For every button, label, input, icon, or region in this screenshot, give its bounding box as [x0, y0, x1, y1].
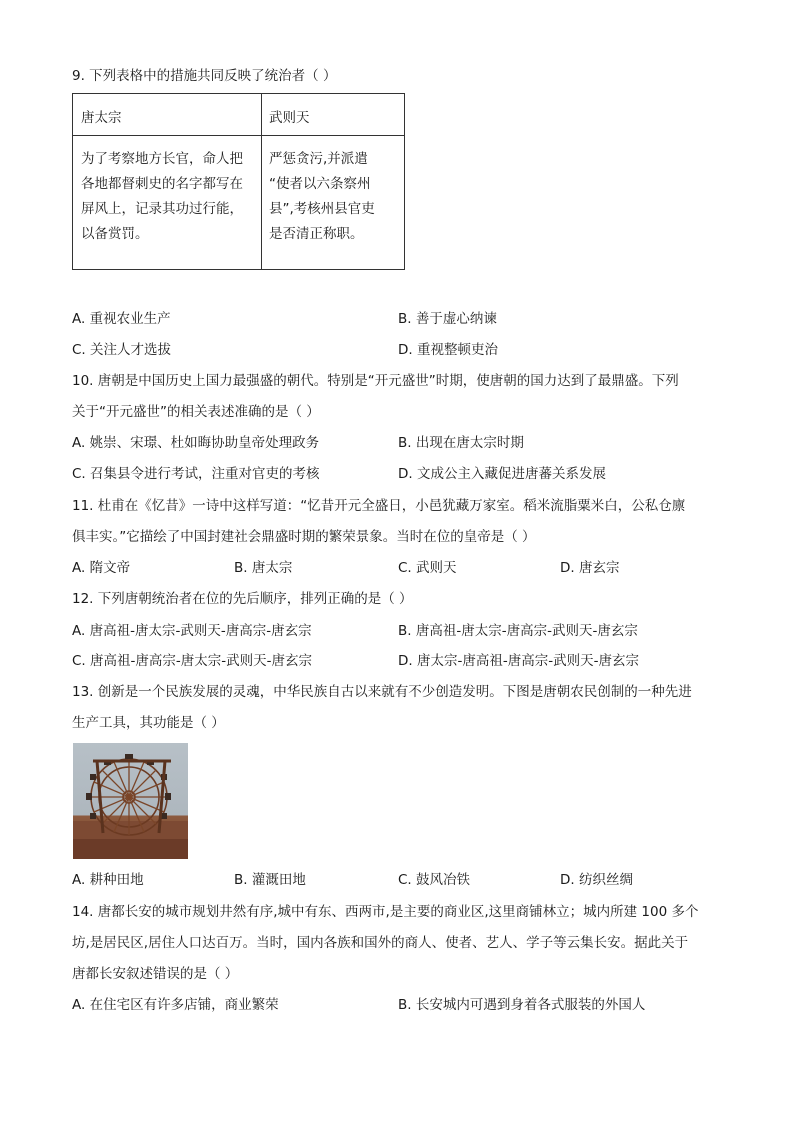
q11-option-c: C. 武则天 [398, 560, 457, 576]
table-header-wuzetian: 武则天 [269, 110, 310, 126]
q12-option-c: C. 唐高祖-唐高宗-唐太宗-武则天-唐玄宗 [72, 653, 312, 669]
table-header-taizong: 唐太宗 [81, 110, 122, 126]
q10-stem-line2: 关于“开元盛世”的相关表述准确的是（ ） [72, 404, 320, 420]
q13-option-c: C. 鼓风冶铁 [398, 872, 471, 888]
q14-stem-line3: 唐都长安叙述错误的是（ ） [72, 966, 239, 982]
q11-option-b: B. 唐太宗 [234, 560, 293, 576]
q10-option-b: B. 出现在唐太宗时期 [398, 435, 524, 451]
q11-option-d: D. 唐玄宗 [560, 560, 620, 576]
q9-option-d: D. 重视整顿吏治 [398, 342, 498, 358]
q14-stem-line2: 坊,是居民区,居住人口达百万。当时，国内各族和国外的商人、使者、艺人、学子等云集长安。据此关于 [72, 935, 689, 951]
q12-option-b: B. 唐高祖-唐太宗-唐高宗-武则天-唐玄宗 [398, 623, 638, 639]
q12-option-a: A. 唐高祖-唐太宗-武则天-唐高宗-唐玄宗 [72, 623, 312, 639]
q9-stem: 9. 下列表格中的措施共同反映了统治者（ ） [72, 68, 337, 84]
q13-stem-line2: 生产工具，其功能是（ ） [72, 715, 225, 731]
table-cell-wuzetian: 严惩贪污,并派遣 “使者以六条察州 县”,考核州县官吏 是否清正称职。 [269, 151, 375, 242]
q11-option-a: A. 隋文帝 [72, 560, 131, 576]
q12-stem: 12. 下列唐朝统治者在位的先后顺序，排列正确的是（ ） [72, 591, 413, 607]
waterwheel-photo [73, 743, 188, 859]
q12-option-d: D. 唐太宗-唐高祖-唐高宗-武则天-唐玄宗 [398, 653, 639, 669]
q10-option-a: A. 姚崇、宋璟、杜如晦协助皇帝处理政务 [72, 435, 320, 451]
q10-stem-line1: 10. 唐朝是中国历史上国力最强盛的朝代。特别是“开元盛世”时期，使唐朝的国力达到了最鼎盛。下列 [72, 373, 679, 389]
waterwheel-image [73, 743, 188, 859]
q13-option-b: B. 灌溉田地 [234, 872, 306, 888]
q9-option-c: C. 关注人才选拔 [72, 342, 172, 358]
q13-option-d: D. 纺织丝绸 [560, 872, 633, 888]
q13-stem-line1: 13. 创新是一个民族发展的灵魂，中华民族自古以来就有不少创造发明。下图是唐朝农民创制的一种先进 [72, 684, 692, 700]
q11-stem-line2: 俱丰实。”它描绘了中国封建社会鼎盛时期的繁荣景象。当时在位的皇帝是（ ） [72, 529, 536, 545]
q14-option-a: A. 在住宅区有许多店铺，商业繁荣 [72, 997, 279, 1013]
q9-option-a: A. 重视农业生产 [72, 311, 171, 327]
q14-stem-line1: 14. 唐都长安的城市规划井然有序,城中有东、西两市,是主要的商业区,这里商铺林立；城内所建 100 多个 [72, 904, 699, 920]
q14-option-b: B. 长安城内可遇到身着各式服装的外国人 [398, 997, 646, 1013]
q9-table [72, 93, 405, 270]
table-cell-taizong: 为了考察地方长官，命人把 各地都督刺史的名字都写在 屏风上，记录其功过行能， 以备赏罚。 [81, 151, 243, 242]
q10-option-d: D. 文成公主入藏促进唐蕃关系发展 [398, 466, 606, 482]
q10-option-c: C. 召集县令进行考试，注重对官吏的考核 [72, 466, 320, 482]
q9-option-b: B. 善于虚心纳谏 [398, 311, 497, 327]
q13-option-a: A. 耕种田地 [72, 872, 144, 888]
q11-stem-line1: 11. 杜甫在《忆昔》一诗中这样写道：“忆昔开元全盛日，小邑犹藏万家室。稻米流脂粟米白，公私仓廪 [72, 498, 686, 514]
